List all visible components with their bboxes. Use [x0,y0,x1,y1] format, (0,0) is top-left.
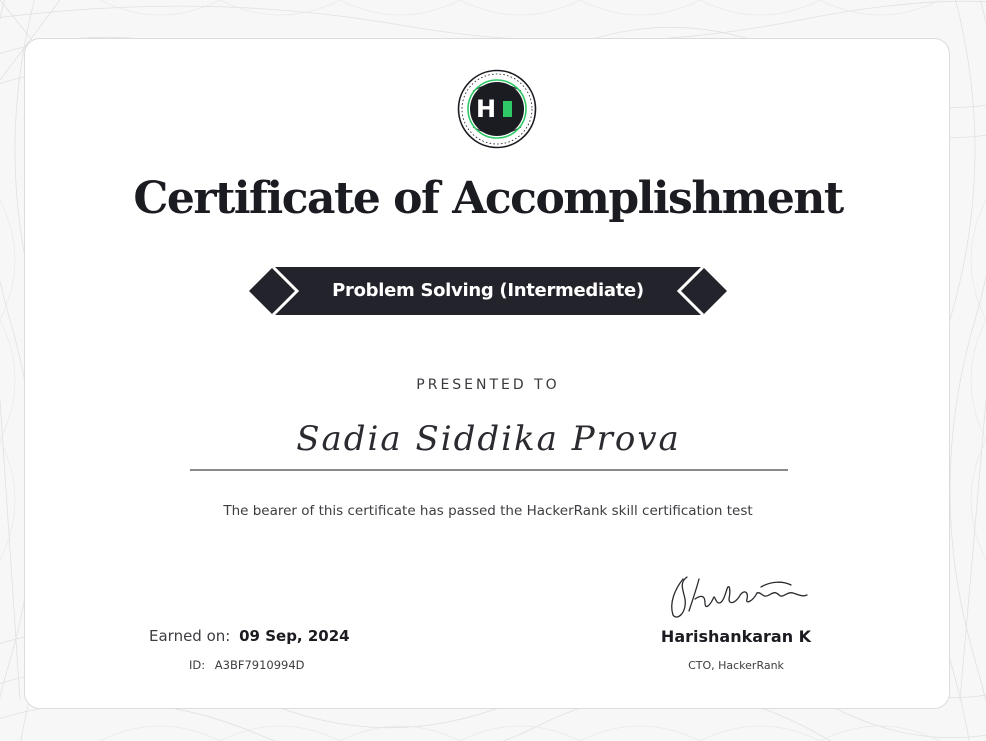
signature-image [665,569,815,625]
certificate-title: Certificate of Accomplishment [133,173,843,224]
recipient-underline [190,469,788,471]
id-label: ID: [189,658,206,672]
signer-name: Harishankaran K [660,627,812,646]
certificate-id [189,658,305,672]
skill-banner [249,263,727,319]
recipient-name: Sadia Siddika Prova [296,419,681,459]
earned-on [149,627,350,645]
earned-label: Earned on: [149,627,231,645]
signer-title: CTO, HackerRank [688,659,784,672]
certificate-card [24,38,950,709]
certification-statement: The bearer of this certificate has passed the HackerRank skill certification test [223,503,753,519]
logo-letter: H [475,95,497,123]
earned-date: 09 Sep, 2024 [239,627,350,645]
id-value: A3BF7910994D [214,658,305,672]
presented-to-label: PRESENTED TO [416,377,560,393]
skill-name: Problem Solving (Intermediate) [332,280,644,301]
